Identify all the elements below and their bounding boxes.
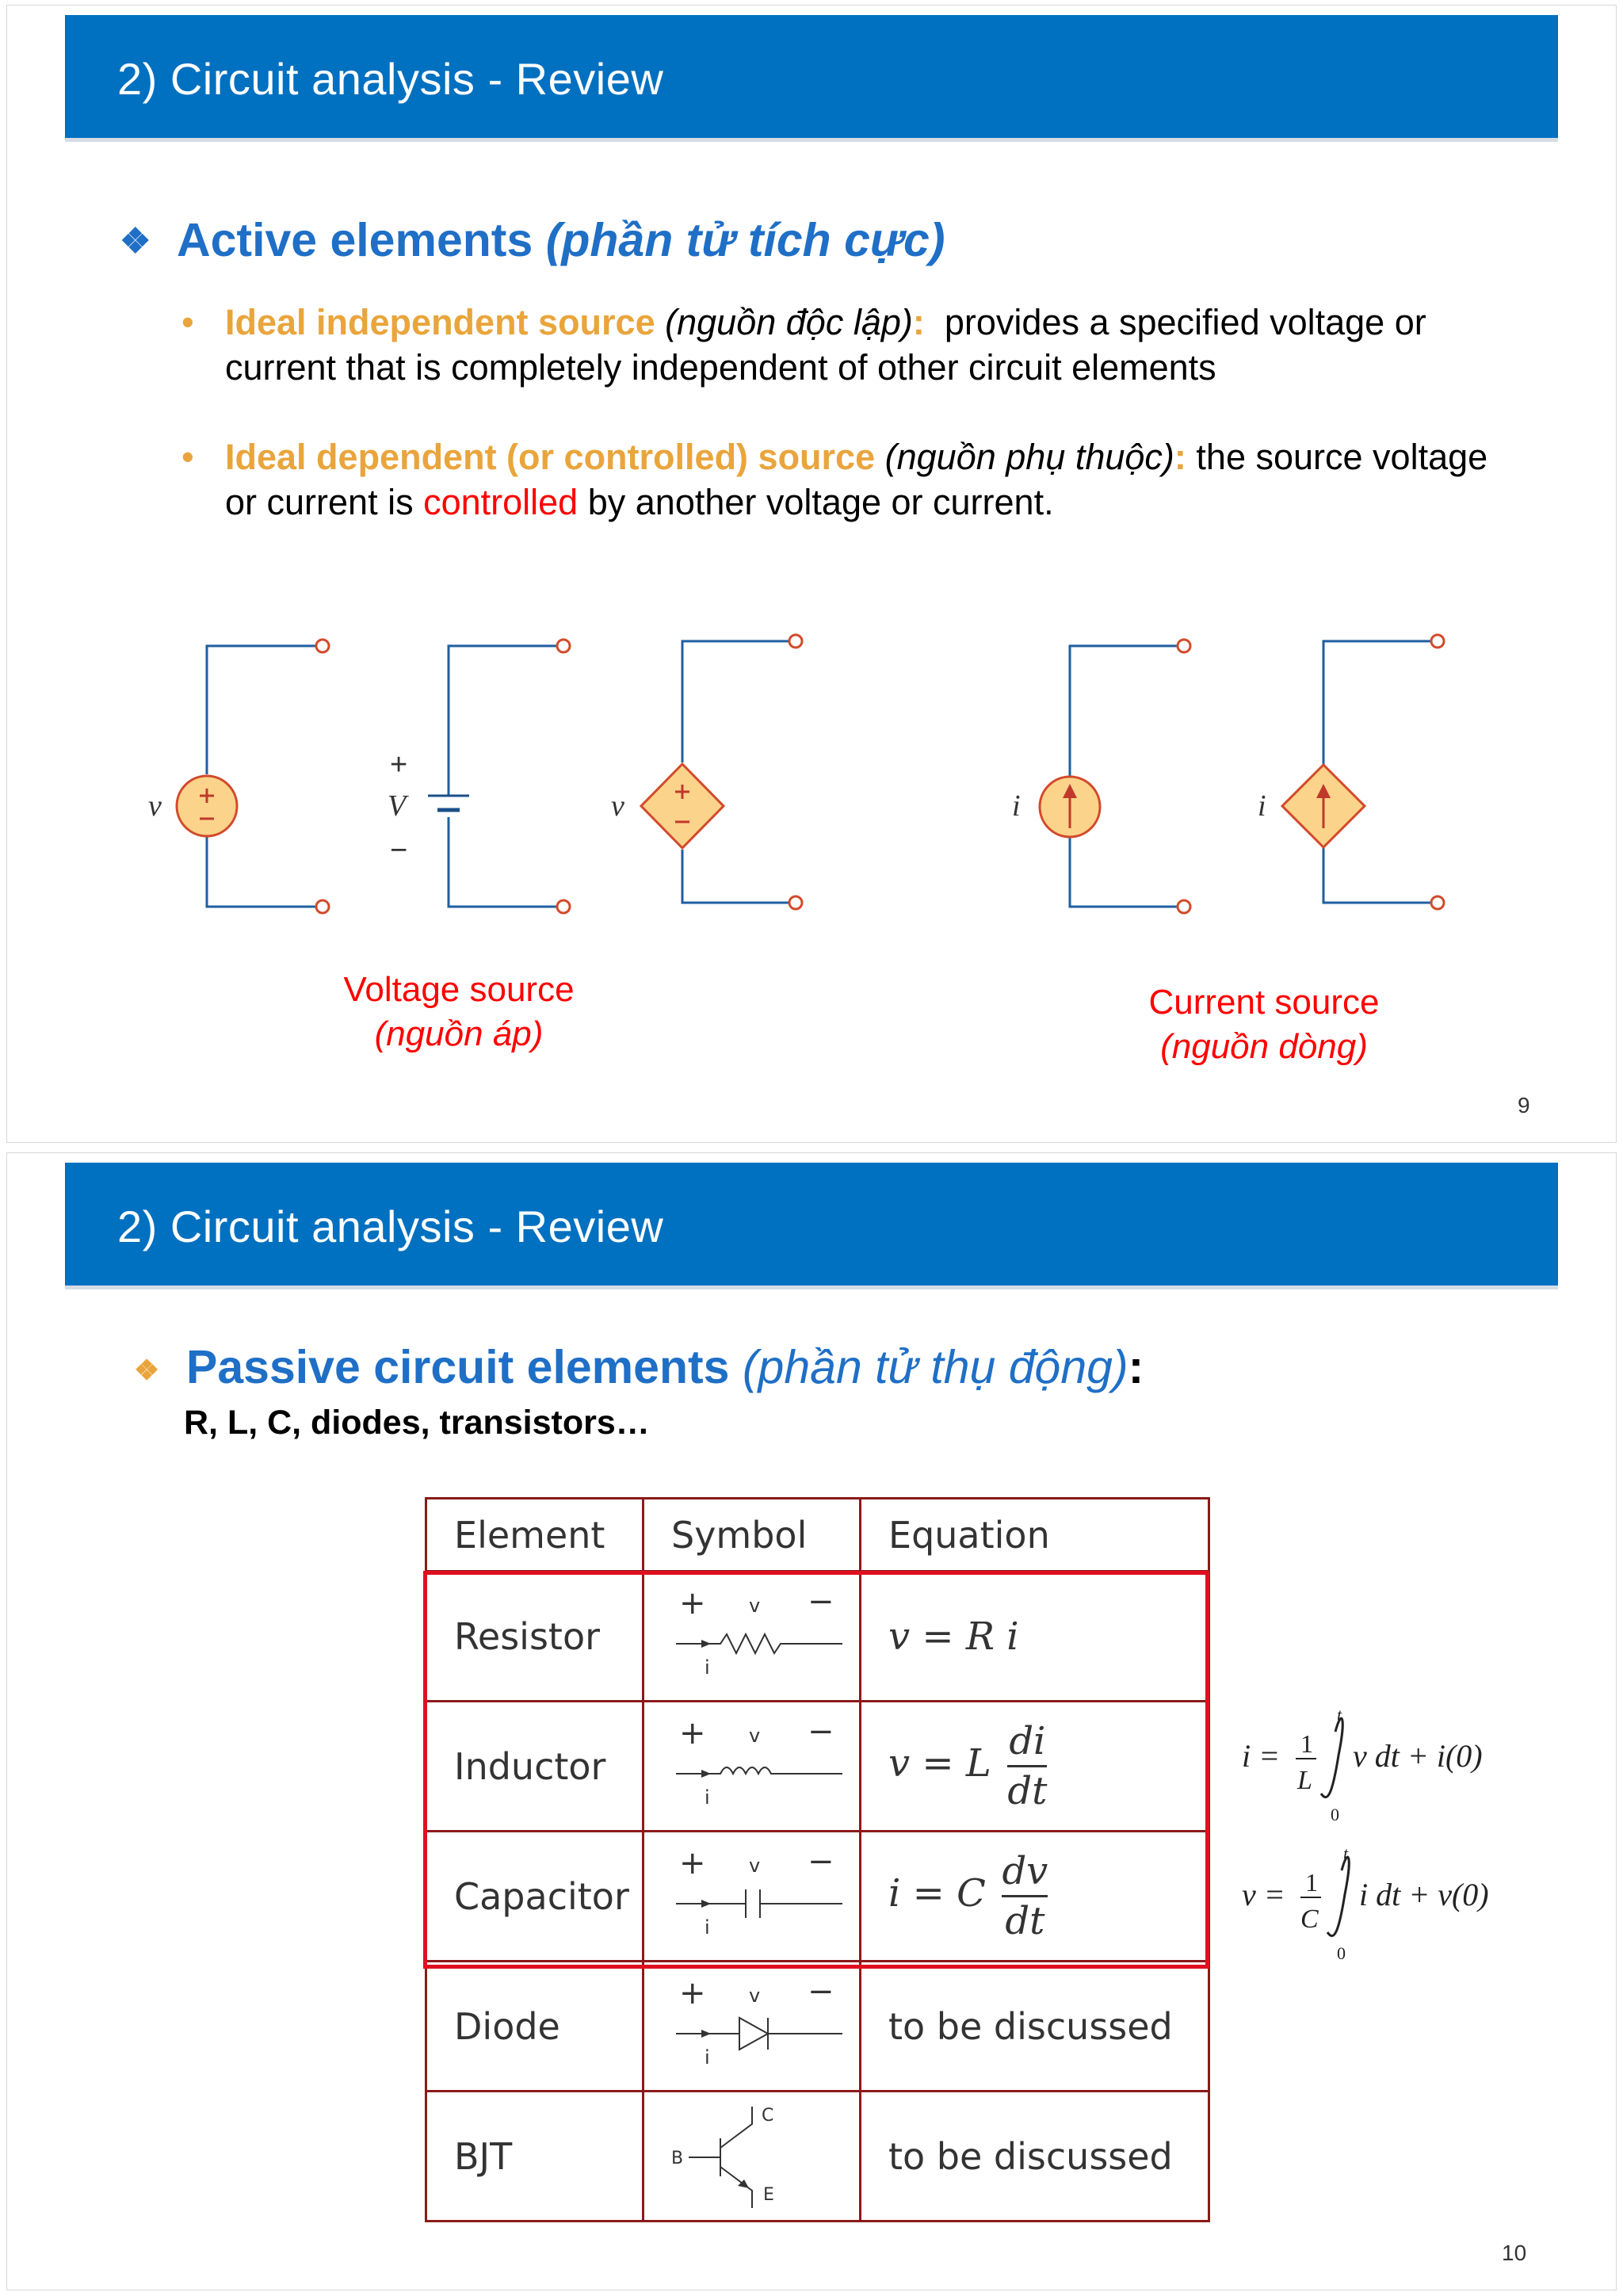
svg-text:i: i xyxy=(705,2046,710,2069)
svg-text:i =: i = xyxy=(1242,1738,1281,1774)
minus-label: − xyxy=(390,834,408,867)
inductor-integral-formula xyxy=(1234,1700,1519,1859)
bullet-dependent-source xyxy=(181,434,1529,525)
diode-icon xyxy=(644,1962,858,2081)
page-number: 10 xyxy=(1502,2241,1527,2265)
table-header-row xyxy=(426,1499,1209,1572)
header-title: 2) Circuit analysis - Review xyxy=(117,1201,664,1251)
svg-text:v =: v = xyxy=(1242,1877,1285,1912)
bullet1-title: Ideal independent source xyxy=(225,302,655,342)
svg-text:+: + xyxy=(679,1715,706,1752)
header-equation: Equation xyxy=(861,1499,1209,1572)
svg-text:1: 1 xyxy=(1300,1729,1313,1758)
element-diode: Diode xyxy=(426,1962,643,2092)
fraction: $\frac{dv}{dt}$ xyxy=(1002,1849,1048,1943)
svg-text:−: − xyxy=(808,1843,834,1880)
bullet2-text-a: the source voltage or current is xyxy=(225,437,1488,522)
svg-text:v: v xyxy=(749,1725,761,1747)
table-row xyxy=(426,1962,1209,2092)
svg-text:0: 0 xyxy=(1331,1805,1339,1824)
svg-text:i dt + v(0): i dt + v(0) xyxy=(1359,1877,1489,1912)
bullet2-colon: : xyxy=(1174,437,1186,477)
element-bjt: BJT xyxy=(426,2092,643,2222)
page-number: 9 xyxy=(1518,1093,1530,1117)
svg-text:i: i xyxy=(705,1916,710,1939)
header-symbol: Symbol xyxy=(643,1499,861,1572)
v-label-dependent: v xyxy=(611,789,624,823)
svg-text:t: t xyxy=(1343,1843,1349,1863)
heading-italic-text: (phần tử tích cực) xyxy=(545,214,945,266)
svg-text:t: t xyxy=(1337,1705,1342,1725)
diode-symbol-cell xyxy=(643,1962,861,2092)
slide-header xyxy=(65,1163,1558,1289)
active-elements-heading xyxy=(120,213,945,267)
i-label: i xyxy=(1012,789,1021,823)
svg-text:v: v xyxy=(749,1595,761,1617)
diamond-bullet-icon: ❖ xyxy=(120,222,151,261)
equation-bjt: to be discussed xyxy=(861,2092,1209,2222)
rlc-highlight-box xyxy=(423,1571,1209,1969)
element-inductor: Inductor xyxy=(426,1702,643,1832)
equation-diode: to be discussed xyxy=(861,1962,1209,2092)
svg-text:L: L xyxy=(1297,1766,1312,1795)
heading-colon: : xyxy=(1128,1341,1144,1393)
bullet1-colon: : xyxy=(912,302,925,342)
svg-text:i: i xyxy=(705,1656,710,1679)
V-label: V xyxy=(388,789,407,823)
element-resistor: Resistor xyxy=(426,1572,643,1702)
voltage-source-caption: Voltage source (nguồn áp) xyxy=(343,970,575,1053)
voltage-source-icon xyxy=(177,646,323,907)
table-row xyxy=(426,2092,1209,2222)
svg-text:0: 0 xyxy=(1337,1943,1346,1963)
svg-text:+: + xyxy=(679,1975,706,2011)
svg-text:C: C xyxy=(762,2106,774,2126)
diamond-bullet-icon: ❖ xyxy=(134,1354,160,1386)
svg-text:+: + xyxy=(679,1585,706,1622)
current-source-icon xyxy=(1040,646,1184,907)
svg-text:−: − xyxy=(808,1584,834,1620)
heading-bold-text: Active elements xyxy=(177,214,533,266)
bullet-independent-source xyxy=(181,300,1529,390)
bullet1-italic: (nguồn độc lập) xyxy=(665,302,913,342)
svg-text:−: − xyxy=(808,1713,834,1750)
bullet1-text: provides a specified voltage or current that is completely independent of other circuit elements xyxy=(225,302,1426,388)
battery-icon xyxy=(428,646,563,907)
svg-text:v: v xyxy=(749,1855,761,1877)
slide-header xyxy=(65,15,1558,142)
svg-text:1: 1 xyxy=(1305,1868,1318,1897)
bullet2-text-red: controlled xyxy=(423,482,579,522)
header-title: 2) Circuit analysis - Review xyxy=(117,54,664,104)
dependent-current-source-icon xyxy=(1282,641,1438,903)
svg-text:i: i xyxy=(705,1786,710,1809)
bullet2-text-b: by another voltage or current. xyxy=(587,482,1054,522)
bjt-symbol-cell xyxy=(643,2092,861,2222)
element-capacitor: Capacitor xyxy=(426,1832,643,1962)
bullet2-title: Ideal dependent (or controlled) source xyxy=(225,437,876,477)
heading-bold-text: Passive circuit elements xyxy=(186,1341,730,1393)
passive-elements-heading xyxy=(134,1340,1144,1394)
bullet-dot: • xyxy=(181,302,194,342)
dependent-voltage-source-icon xyxy=(641,641,796,903)
svg-text:C: C xyxy=(1300,1904,1319,1934)
bjt-icon xyxy=(644,2092,858,2211)
slide-10 xyxy=(6,1152,1617,2290)
capacitor-integral-formula xyxy=(1234,1839,1519,1997)
svg-text:−: − xyxy=(808,1973,834,2010)
plus-label: + xyxy=(390,748,408,781)
passive-elements-list: R, L, C, diodes, transistors… xyxy=(184,1404,650,1442)
i-label-dependent: i xyxy=(1258,789,1266,823)
svg-text:B: B xyxy=(671,2149,684,2168)
svg-text:v: v xyxy=(749,1985,761,2007)
source-symbols-diagram xyxy=(7,608,1617,941)
v-label: v xyxy=(148,789,162,823)
equation-inductor: v = L $\frac{di}{dt}$ xyxy=(861,1702,1209,1832)
equation-resistor: v = R i xyxy=(861,1572,1209,1702)
svg-text:E: E xyxy=(763,2185,774,2205)
bullet2-italic: (nguồn phụ thuộc) xyxy=(884,437,1174,477)
current-source-caption: Current source (nguồn dòng) xyxy=(1148,983,1380,1066)
heading-italic-text: (phần tử thụ động) xyxy=(742,1341,1128,1393)
header-element: Element xyxy=(426,1499,643,1572)
bullet-dot: • xyxy=(181,437,194,477)
slide-9 xyxy=(6,5,1617,1143)
fraction: $\frac{di}{dt}$ xyxy=(1007,1719,1048,1813)
svg-text:v dt + i(0): v dt + i(0) xyxy=(1353,1738,1483,1774)
svg-text:+: + xyxy=(679,1845,706,1881)
equation-capacitor: i = C $\frac{dv}{dt}$ xyxy=(861,1832,1209,1962)
